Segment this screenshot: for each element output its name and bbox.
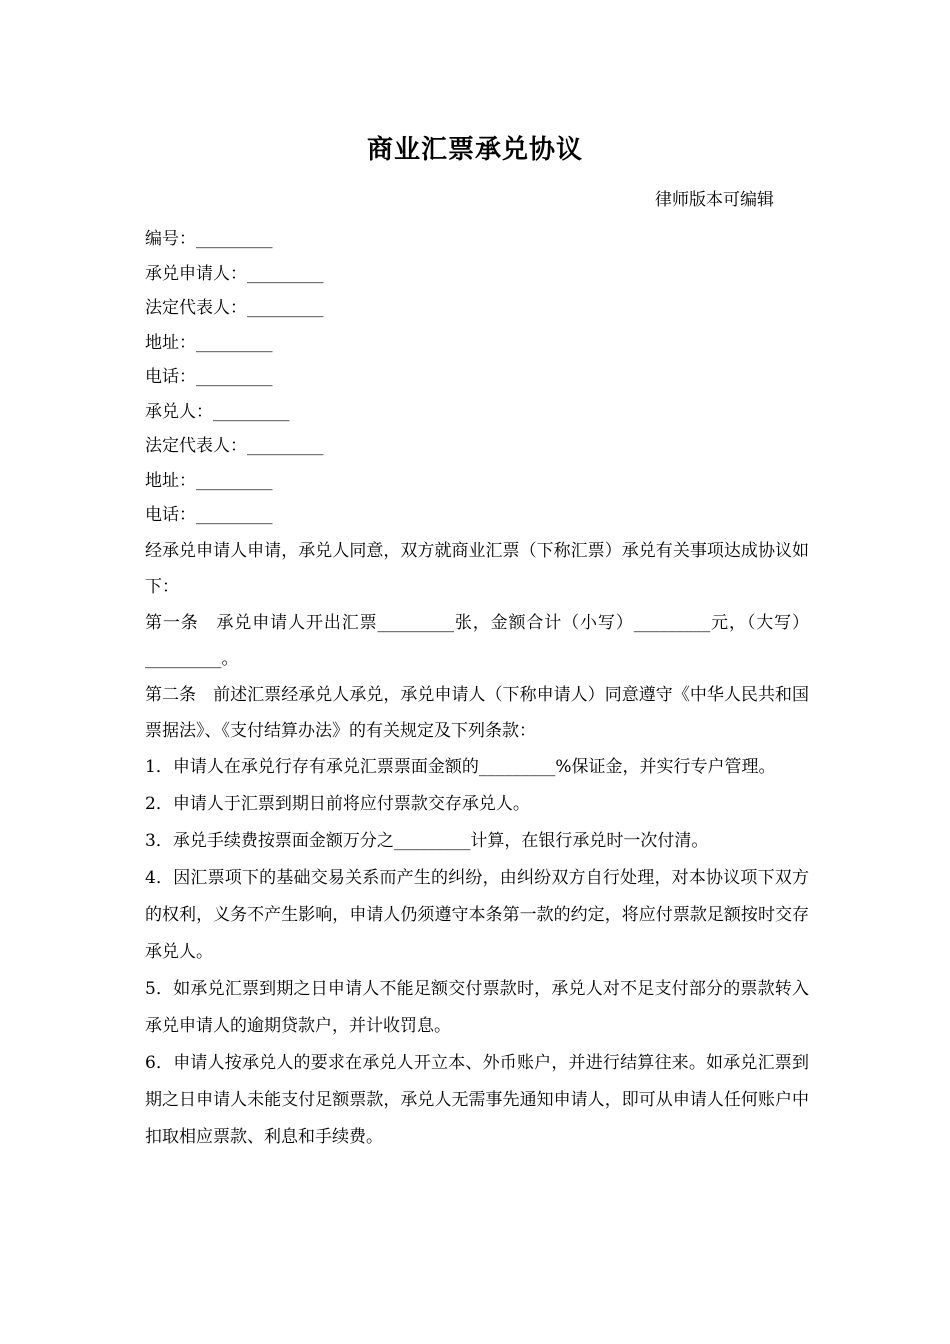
- field-applicant-address: 地址：_________: [145, 332, 273, 353]
- document-title: 商业汇票承兑协议: [366, 135, 583, 165]
- field-acceptor: 承兑人：_________: [145, 401, 290, 422]
- field-applicant-legal-rep: 法定代表人：_________: [145, 298, 324, 318]
- paragraph-clause-6: 6．申请人按承兑人的要求在承兑人开立本、外币账户，并进行结算往来。如承兑汇票到期之日申请人未能支付足额票款，承兑人无需事先通知申请人，即可从申请人任何账户中扣取相应票款、利息和手续费。: [145, 1052, 809, 1147]
- field-acceptor-legal-rep: 法定代表人：_________: [145, 436, 324, 456]
- field-contract-number: 编号：_________: [145, 229, 273, 249]
- paragraph-clause-3: 3．承兑手续费按票面金额万分之_________计算，在银行承兑时一次付清。: [145, 830, 709, 851]
- field-applicant-phone: 电话：_________: [145, 367, 273, 387]
- field-applicant: 承兑申请人：_________: [145, 263, 324, 284]
- paragraph-intro: 经承兑申请人申请，承兑人同意，双方就商业汇票（下称汇票）承兑有关事项达成协议如下：: [145, 540, 809, 597]
- paragraph-clause-1: 1．申请人在承兑行存有承兑汇票票面金额的_________%保证金，并实行专户管理。: [145, 756, 776, 777]
- paragraph-clause-4: 4．因汇票项下的基础交易关系而产生的纠纷，由纠纷双方自行处理，对本协议项下双方的权利，义务不产生影响，申请人仍须遵守本条第一款的约定，将应付票款足额按时交存承兑人。: [145, 867, 809, 962]
- document-body: [145, 222, 809, 1156]
- document-subtitle: 律师版本可编辑: [655, 190, 774, 210]
- paragraph-clause-5: 5．如承兑汇票到期之日申请人不能足额交付票款时，承兑人对不足支付部分的票款转入承兑申请人的逾期贷款户，并计收罚息。: [145, 978, 809, 1036]
- paragraph-article-2: 第二条 前述汇票经承兑人承兑，承兑申请人（下称申请人）同意遵守《中华人民共和国票据法》、《支付结算办法》的有关规定及下列条款：: [145, 684, 809, 741]
- field-acceptor-phone: 电话：_________: [145, 505, 273, 525]
- paragraph-article-1: 第一条 承兑申请人开出汇票_________张，金额合计（小写）_________元，（大写）_________。: [145, 612, 809, 669]
- paragraph-clause-2: 2．申请人于汇票到期日前将应付票款交存承兑人。: [145, 793, 530, 814]
- field-acceptor-address: 地址：_________: [145, 470, 273, 491]
